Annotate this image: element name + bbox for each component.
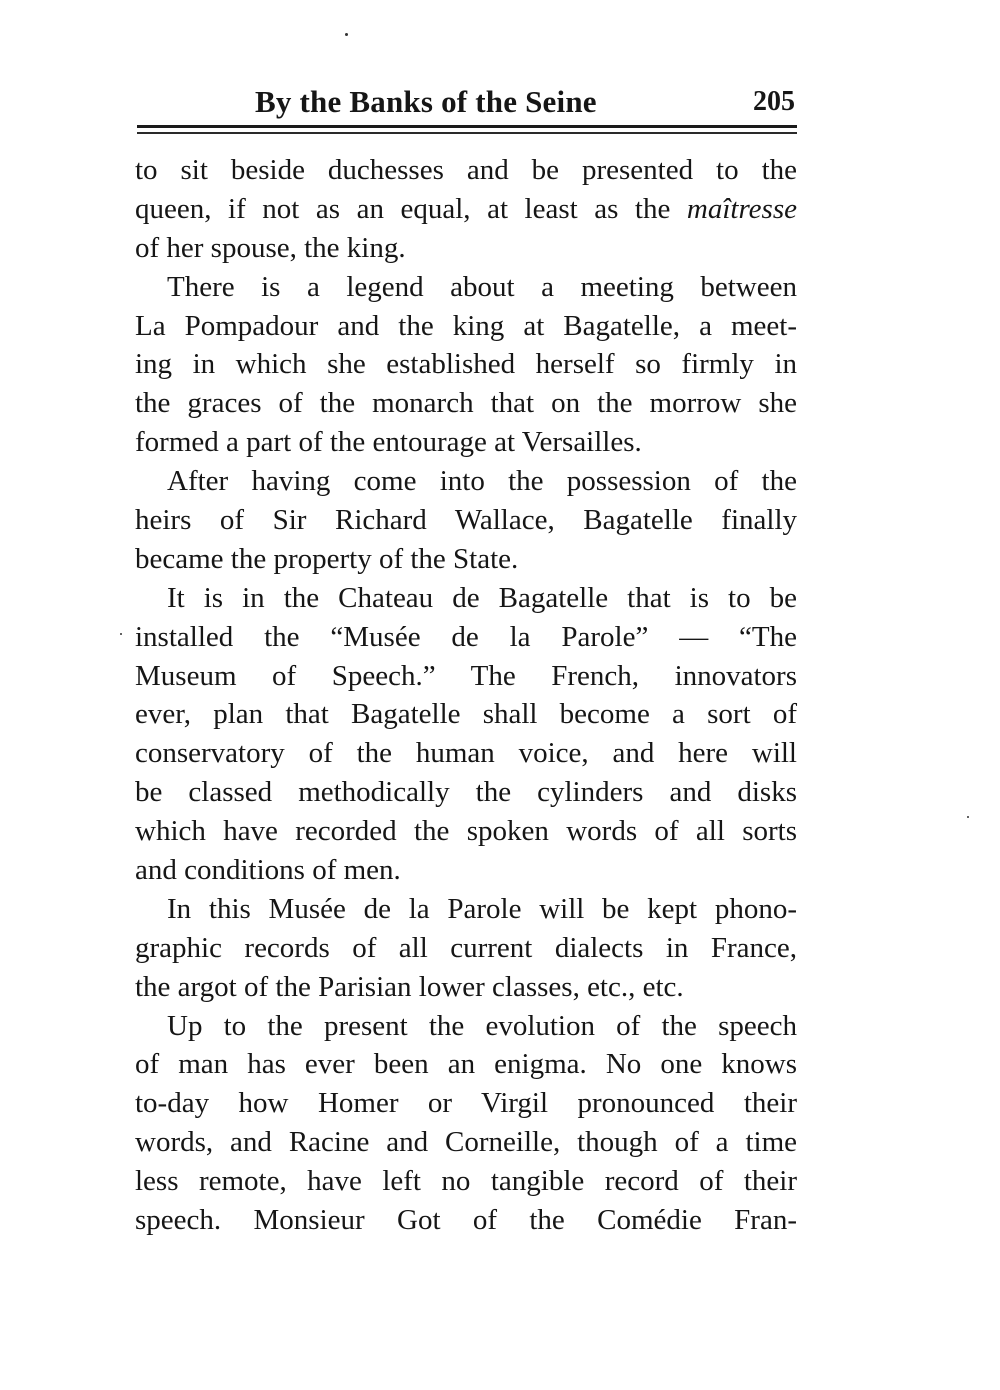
page-number: 205 <box>753 86 795 117</box>
text-line: speech. Monsieur Got of the Comédie Fran- <box>135 1204 797 1237</box>
text-line: formed a part of the entourage at Versailles. <box>135 426 642 459</box>
text-line: ever, plan that Bagatelle shall become a sort of <box>135 698 797 731</box>
text-line: and conditions of men. <box>135 854 401 887</box>
text-line: graphic records of all current dialects in France, <box>135 931 797 964</box>
text-line: There is a legend about a meeting between <box>167 270 797 303</box>
text-line: In this Musée de la Parole will be kept phono- <box>167 892 797 925</box>
text-line: the argot of the Parisian lower classes, etc., etc. <box>135 970 684 1003</box>
text-line: of her spouse, the king. <box>135 231 406 264</box>
speck-mark <box>345 33 348 36</box>
text-line: heirs of Sir Richard Wallace, Bagatelle finally <box>135 504 797 537</box>
text-line: became the property of the State. <box>135 542 519 575</box>
text-line: La Pompadour and the king at Bagatelle, a meet- <box>135 309 797 342</box>
text-line: words, and Racine and Corneille, though of a time <box>135 1126 797 1159</box>
running-title: By the Banks of the Seine <box>255 84 597 119</box>
italic-word: maîtresse <box>686 192 797 225</box>
body-text <box>135 151 797 1240</box>
text-line: ing in which she established herself so firmly in <box>135 348 797 381</box>
text-line: less remote, have left no tangible record of their <box>135 1165 797 1198</box>
running-header <box>137 80 797 124</box>
text-line: be classed methodically the cylinders and disks <box>135 776 797 809</box>
text-line: conservatory of the human voice, and here will <box>135 737 797 770</box>
header-rule-thick <box>137 125 797 128</box>
text-line: installed the “Musée de la Parole” — “The <box>135 620 797 653</box>
text-line: the graces of the monarch that on the morrow she <box>135 387 797 420</box>
text-line: It is in the Chateau de Bagatelle that is to be <box>167 581 797 614</box>
speck-mark <box>967 816 969 818</box>
text-line: of man has ever been an enigma. No one knows <box>135 1048 797 1081</box>
header-rule-thin <box>137 132 797 134</box>
speck-mark <box>120 633 122 635</box>
text-line: which have recorded the spoken words of all sorts <box>135 815 797 848</box>
text-line: Up to the present the evolution of the speech <box>167 1009 797 1042</box>
text-line: After having come into the possession of the <box>167 465 797 498</box>
text-line: Museum of Speech.” The French, innovators <box>135 659 797 692</box>
text-line: to sit beside duchesses and be presented to the <box>135 154 797 186</box>
text-line: to-day how Homer or Virgil pronounced their <box>135 1087 797 1120</box>
text-line: queen, if not as an equal, at least as the maîtresse <box>135 192 797 225</box>
